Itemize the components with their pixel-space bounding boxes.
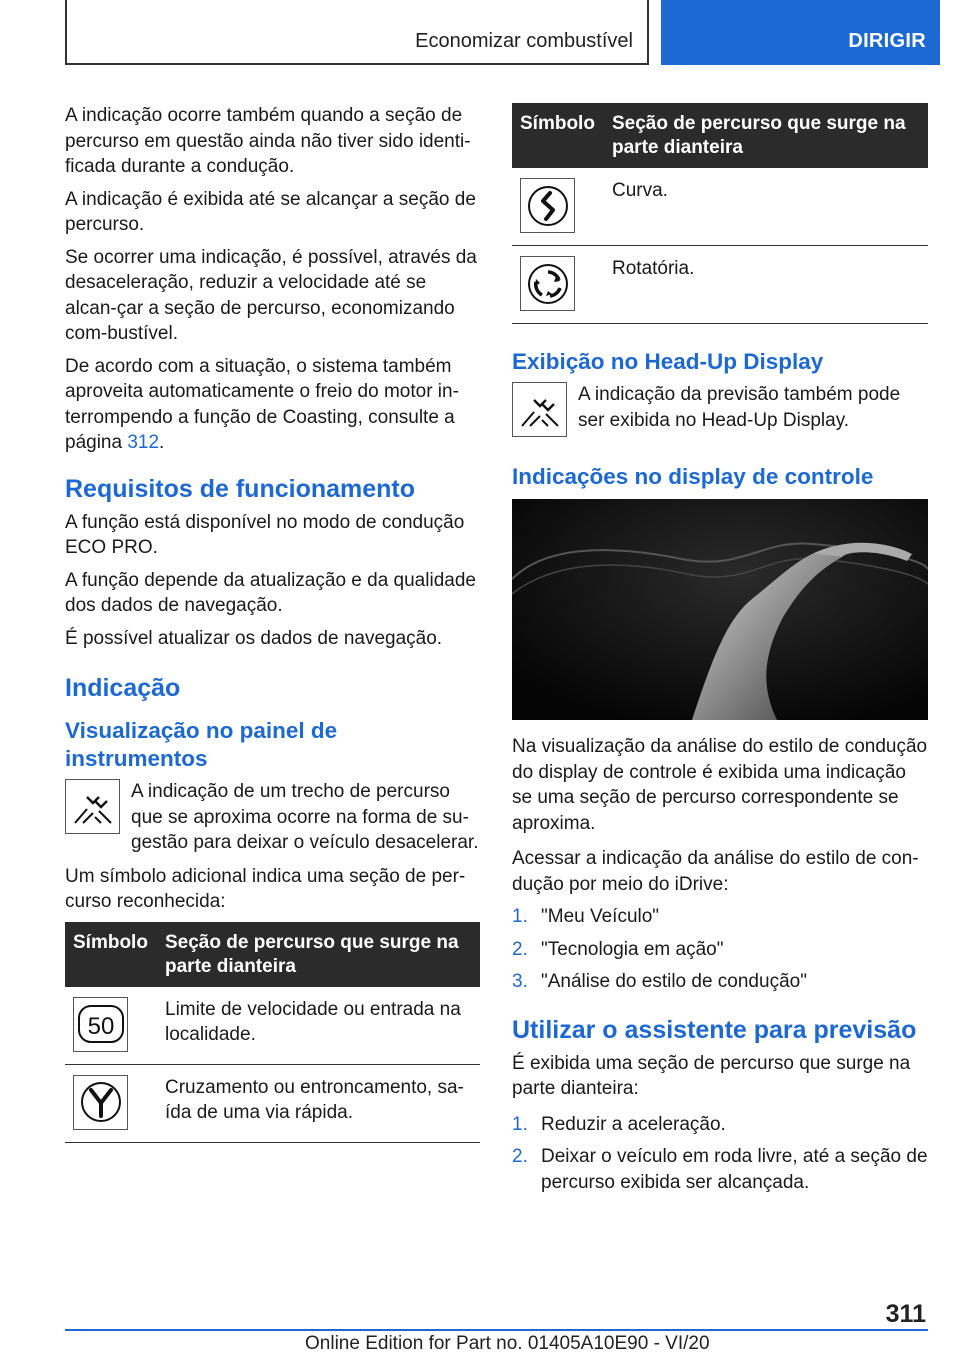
footer-edition: Online Edition for Part no. 01405A10E90 - VI/20 xyxy=(305,1333,710,1354)
instrument-indication-row xyxy=(65,779,480,856)
step-number: 2. xyxy=(512,938,528,960)
heading-instrument-cluster: Visualização no painel de instrumentos xyxy=(65,718,338,771)
header-section-tab xyxy=(65,0,649,65)
instrument-indication-text: A indicação de um trecho de percurso que se aproxima ocorre na forma de su-gestão para deixar o veículo desacelerar. xyxy=(131,781,479,853)
heading-control-display: Indicações no display de controle xyxy=(512,464,874,489)
hud-indication-text: A indicação da previsão também pode ser exibida no Head-Up Display. xyxy=(578,384,901,431)
paragraph xyxy=(65,354,480,456)
table-cell: Cruzamento ou entroncamento, sa-ída de uma via rápida. xyxy=(157,1064,480,1142)
symbol-table-left xyxy=(65,922,480,1143)
step-text: "Meu Veículo" xyxy=(541,906,660,927)
idrive-steps xyxy=(512,904,928,995)
step-text: "Análise do estilo de condução" xyxy=(541,971,807,992)
column-header-section: Seção de percurso que surge na parte dianteira xyxy=(157,922,480,987)
junction-icon xyxy=(73,1075,128,1130)
curve-warning-icon xyxy=(65,779,120,834)
column-header-symbol: Símbolo xyxy=(65,922,157,987)
step-text: Deixar o veículo em roda livre, até a seção de percurso exibida ser alcançada. xyxy=(541,1146,928,1193)
roundabout-icon xyxy=(520,256,575,311)
list-item xyxy=(512,937,928,963)
right-column xyxy=(512,103,928,1202)
paragraph: A indicação é exibida até se alcançar a seção de percurso. xyxy=(65,188,476,235)
paragraph: A função depende da atualização e da qualidade dos dados de navegação. xyxy=(65,569,476,616)
speed-limit-50-icon xyxy=(73,997,128,1052)
table-row xyxy=(512,168,928,246)
table-row xyxy=(65,987,480,1065)
header-chapter-tab xyxy=(661,0,940,65)
step-number: 1. xyxy=(512,906,528,927)
list-item xyxy=(512,1112,928,1138)
paragraph: A função está disponível no modo de condução ECO PRO. xyxy=(65,511,465,558)
heading-requirements: Requisitos de funcionamento xyxy=(65,474,416,503)
paragraph-end: . xyxy=(159,432,165,453)
heading-hud: Exibição no Head-Up Display xyxy=(512,349,824,374)
heading-use-assistant: Utilizar o assistente para previsão xyxy=(512,1015,917,1044)
header-section-title: Economizar combustível xyxy=(415,30,633,52)
table-row xyxy=(65,1064,480,1142)
column-header-section: Seção de percurso que surge na parte dianteira xyxy=(604,103,928,168)
step-text: Reduzir a aceleração. xyxy=(541,1113,726,1135)
curve-warning-icon xyxy=(512,382,567,437)
hud-indication-row xyxy=(512,382,928,437)
table-cell: Limite de velocidade ou entrada na localidade. xyxy=(157,987,480,1065)
left-column xyxy=(65,103,480,1143)
step-text: "Tecnologia em ação" xyxy=(541,938,724,960)
control-display-road-image xyxy=(512,499,928,720)
footer-divider xyxy=(65,1329,862,1331)
paragraph: Se ocorrer uma indicação, é possível, através da desaceleração, reduzir a velocidade até se alcan-çar a seção de percurso, economizando com-bustível. xyxy=(65,246,477,344)
page-link[interactable]: 312 xyxy=(127,432,160,453)
page-number: 311 xyxy=(885,1300,926,1328)
paragraph: A indicação ocorre também quando a seção de percurso em questão ainda não tiver sido identi-ficada durante a condução. xyxy=(65,105,471,177)
step-number: 3. xyxy=(512,971,528,992)
paragraph: É exibida uma seção de percurso que surge na parte dianteira: xyxy=(512,1052,911,1099)
svg-text:50: 50 xyxy=(87,1013,114,1040)
curve-icon xyxy=(520,178,575,233)
heading-indication: Indicação xyxy=(65,674,181,702)
list-item xyxy=(512,969,928,995)
step-number: 1. xyxy=(512,1113,528,1135)
header-chapter-title: DIRIGIR xyxy=(848,30,926,52)
paragraph: É possível atualizar os dados de navegação. xyxy=(65,627,443,649)
footer-divider xyxy=(862,1329,928,1331)
column-header-symbol: Símbolo xyxy=(512,103,604,168)
assistant-steps xyxy=(512,1112,928,1196)
paragraph: Na visualização da análise do estilo de condução do display de controle é exibida uma indicação se uma seção de percurso correspondente se aproxima. xyxy=(512,736,928,834)
list-item xyxy=(512,1144,928,1195)
table-row xyxy=(512,246,928,324)
table-cell: Rotatória. xyxy=(604,246,928,324)
paragraph: Um símbolo adicional indica uma seção de per-curso reconhecida: xyxy=(65,865,466,912)
table-cell: Curva. xyxy=(604,168,928,246)
list-item xyxy=(512,904,928,930)
paragraph: Acessar a indicação da análise do estilo de con-dução por meio do iDrive: xyxy=(512,848,919,895)
symbol-table-right xyxy=(512,103,928,324)
paragraph-text: De acordo com a situação, o sistema também aproveita automaticamente o freio do motor in-terrompendo a função de Coasting, consulte a página xyxy=(65,355,459,453)
step-number: 2. xyxy=(512,1146,528,1167)
